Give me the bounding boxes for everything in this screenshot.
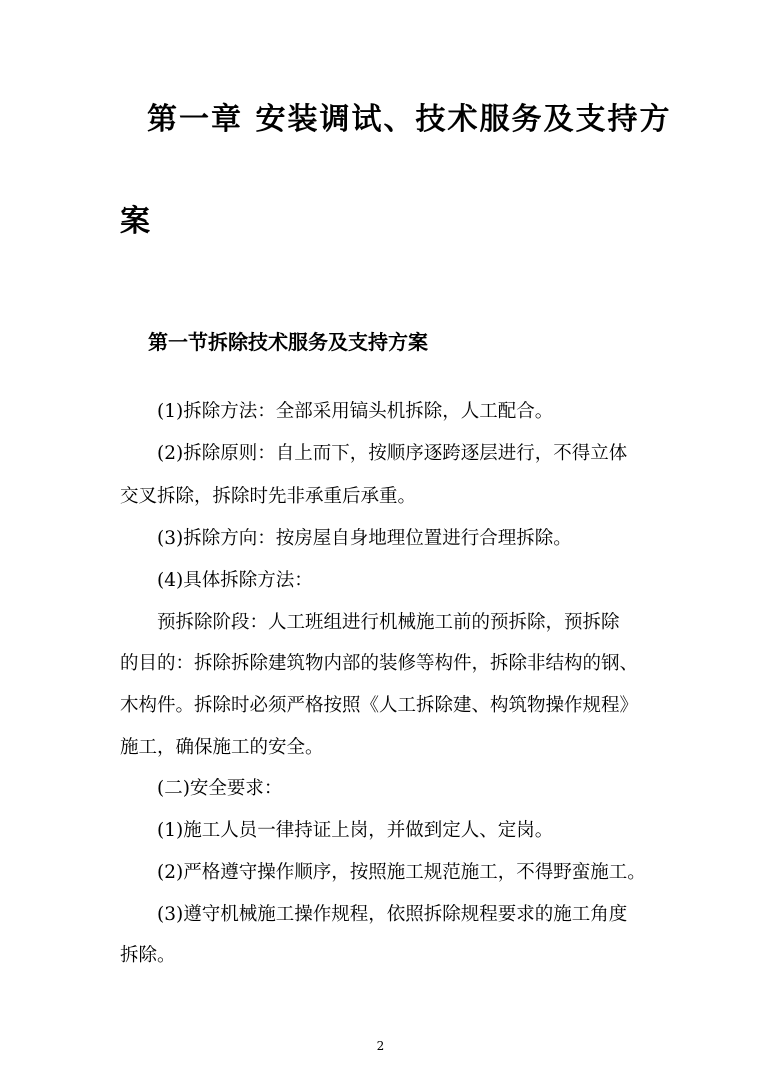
- paragraph-line: (2)拆除原则：自上而下，按顺序逐跨逐层进行，不得立体: [157, 443, 628, 464]
- paragraph-line: 预拆除阶段：人工班组进行机械施工前的预拆除，预拆除: [157, 612, 620, 633]
- paragraph-line: (1)拆除方法：全部采用镐头机拆除，人工配合。: [157, 401, 554, 422]
- paragraph-line: (3)遵守机械施工操作规程，依照拆除规程要求的施工角度: [157, 904, 628, 925]
- paragraph-line: (二)安全要求：: [157, 778, 283, 799]
- paragraph-line: (1)施工人员一律持证上岗，并做到定人、定岗。: [157, 820, 554, 841]
- paragraph-line: 木构件。拆除时必须严格按照《人工拆除建、构筑物操作规程》: [120, 695, 639, 716]
- chapter-title-line-2: 案: [120, 204, 152, 239]
- page-number: 2: [376, 1039, 385, 1053]
- paragraph-line: 拆除。: [120, 945, 176, 966]
- section-heading: 第一节拆除技术服务及支持方案: [148, 330, 428, 354]
- paragraph-line: (2)严格遵守操作顺序，按照施工规范施工，不得野蛮施工。: [157, 862, 646, 883]
- paragraph-line: 交叉拆除，拆除时先非承重后承重。: [120, 486, 417, 507]
- paragraph-line: (3)拆除方向：按房屋自身地理位置进行合理拆除。: [157, 528, 572, 549]
- paragraph-line: (4)具体拆除方法：: [157, 570, 313, 591]
- chapter-title-line-1: 第一章 安装调试、技术服务及支持方: [147, 102, 672, 137]
- paragraph-line: 的目的：拆除拆除建筑物内部的装修等构件，拆除非结构的钢、: [120, 653, 639, 674]
- paragraph-line: 施工，确保施工的安全。: [120, 737, 324, 758]
